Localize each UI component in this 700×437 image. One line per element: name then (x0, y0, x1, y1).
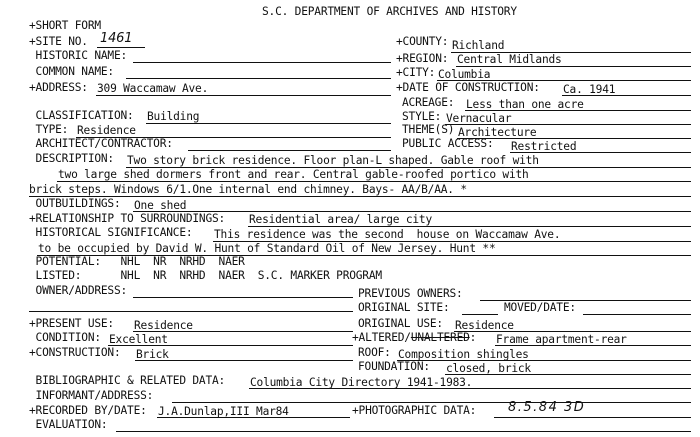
classification-underline (146, 123, 391, 124)
informant-underline (172, 402, 691, 403)
altered-underline (495, 345, 691, 346)
description-underline-2 (57, 181, 691, 182)
public-access-value: Restricted (511, 140, 577, 153)
photographic-data-label: +PHOTOGRAPHIC DATA: (352, 404, 477, 417)
city-label: +CITY: (396, 66, 436, 79)
listed-label: LISTED: NHL NR NRHD NAER S.C. MARKER PROGRAM (29, 269, 382, 282)
site-no-value: 1461 (100, 31, 133, 46)
address-underline (96, 95, 391, 96)
classification-label: CLASSIFICATION: (29, 109, 134, 122)
region-label: +REGION: (396, 52, 449, 65)
unaltered-struck-option: UNALTERED (410, 331, 470, 344)
description-line-2: two large shed dormers front and rear. Central gable-roofed portico with (58, 168, 529, 181)
outbuildings-value: One shed (134, 199, 187, 212)
present-use-underline (133, 331, 353, 332)
evaluation-label: EVALUATION: (29, 418, 108, 431)
public-access-underline (510, 152, 691, 153)
architect-underline (188, 150, 391, 151)
region-underline (456, 66, 691, 67)
public-access-label: PUBLIC ACCESS: (402, 137, 494, 150)
acreage-value: Less than one acre (466, 98, 584, 111)
foundation-label: FOUNDATION: (358, 360, 430, 373)
themes-label: THEME(S) (402, 123, 455, 136)
owner-address-underline (133, 297, 353, 298)
recorded-by-value: J.A.Dunlap,III Mar84 (158, 405, 289, 418)
address-value: 309 Waccamaw Ave. (97, 82, 209, 95)
altered-label-colon: : (469, 331, 477, 344)
recorded-by-underline (157, 417, 350, 418)
original-use-label: ORIGINAL USE: (358, 317, 443, 330)
form-type-label: +SHORT FORM (29, 19, 101, 32)
original-use-value: Residence (455, 319, 514, 332)
present-use-label: +PRESENT USE: (29, 317, 114, 330)
city-value: Columbia (438, 68, 491, 81)
construction-label: +CONSTRUCTION: (29, 346, 121, 359)
altered-label-prefix: +ALTERED/ (352, 331, 411, 344)
date-of-construction-value: Ca. 1941 (563, 83, 616, 96)
moved-date-underline (583, 314, 691, 315)
historic-name-underline (133, 62, 391, 63)
original-use-underline (454, 331, 691, 332)
form-header: S.C. DEPARTMENT OF ARCHIVES AND HISTORY (262, 5, 517, 18)
moved-date-label: MOVED/DATE: (504, 301, 576, 314)
original-site-label: ORIGINAL SITE: (358, 301, 450, 314)
recorded-by-label: +RECORDED BY/DATE: (29, 404, 147, 417)
type-label: TYPE: (29, 123, 69, 136)
region-value: Central Midlands (457, 53, 562, 66)
relationship-label: +RELATIONSHIP TO SURROUNDINGS: (29, 212, 226, 225)
roof-underline (397, 360, 691, 361)
owner-address-underline-2 (29, 311, 353, 312)
style-underline (445, 124, 691, 125)
relationship-underline (248, 226, 691, 227)
description-label: DESCRIPTION: (29, 152, 114, 165)
bibliographic-value: Columbia City Directory 1941-1983. (250, 376, 473, 389)
outbuildings-label: OUTBUILDINGS: (29, 197, 121, 210)
county-label: +COUNTY: (396, 35, 449, 48)
owner-address-label: OWNER/ADDRESS: (29, 284, 128, 297)
architect-label: ARCHITECT/CONTRACTOR: (29, 137, 173, 150)
bibliographic-underline (249, 388, 691, 389)
common-name-label: COMMON NAME: (29, 65, 114, 78)
roof-value: Composition shingles (398, 348, 529, 361)
acreage-label: ACREAGE: (402, 96, 455, 109)
description-underline-3 (29, 196, 691, 197)
site-no-label: +SITE NO. (29, 35, 88, 48)
site-no-underline (97, 47, 145, 48)
potential-label: POTENTIAL: NHL NR NRHD NAER (29, 255, 245, 268)
address-label: +ADDRESS: (29, 81, 88, 94)
description-line-3: brick steps. Windows 6/1.One internal end chimney. Bays- AA/B/AA. * (29, 183, 467, 196)
altered-label (352, 332, 476, 344)
relationship-value: Residential area/ large city (249, 213, 432, 226)
construction-value: Brick (136, 348, 169, 361)
informant-label: INFORMANT/ADDRESS: (29, 389, 154, 402)
style-label: STYLE: (402, 110, 442, 123)
classification-value: Building (147, 110, 200, 123)
significance-line-1: This residence was the second house on Waccamaw Ave. (214, 228, 561, 241)
photographic-data-underline (494, 417, 691, 418)
themes-value: Architecture (458, 126, 537, 139)
original-site-underline (462, 314, 498, 315)
condition-underline (108, 345, 353, 346)
foundation-underline (445, 374, 691, 375)
historic-name-label: HISTORIC NAME: (29, 49, 128, 62)
type-value: Residence (77, 124, 136, 137)
style-value: Vernacular (446, 112, 512, 125)
photographic-data-value: 8.5.84 3D (508, 400, 586, 415)
significance-line-2: to be occupied by David W. Hunt of Standard Oil of New Jersey. Hunt ** (38, 242, 496, 255)
previous-owners-label: PREVIOUS OWNERS: (358, 287, 463, 300)
present-use-value: Residence (134, 319, 193, 332)
construction-underline (135, 360, 353, 361)
historical-significance-label: HISTORICAL SIGNIFICANCE: (29, 226, 193, 239)
date-of-construction-underline (562, 95, 691, 96)
common-name-underline (126, 78, 391, 79)
evaluation-underline (116, 431, 691, 432)
description-line-1: Two story brick residence. Floor plan-L shaped. Gable roof with (127, 154, 539, 167)
condition-value: Excellent (109, 333, 168, 346)
roof-label: ROOF: (358, 346, 391, 359)
foundation-value: closed, brick (446, 362, 531, 375)
date-of-construction-label: +DATE OF CONSTRUCTION: (396, 81, 540, 94)
acreage-underline (465, 110, 691, 111)
condition-label: CONDITION: (29, 331, 101, 344)
bibliographic-label: BIBLIOGRAPHIC & RELATED DATA: (29, 374, 226, 387)
altered-value: Frame apartment-rear (496, 333, 627, 346)
county-value: Richland (452, 39, 505, 52)
